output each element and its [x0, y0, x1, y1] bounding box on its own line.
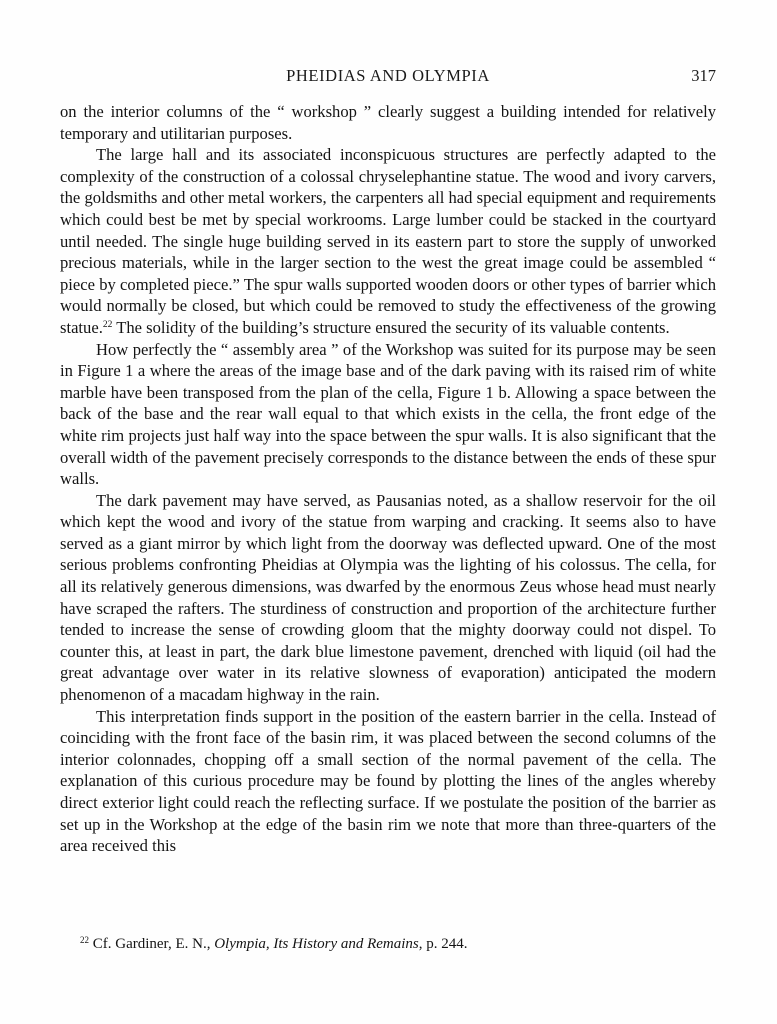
paragraph	[60, 706, 716, 857]
paragraph	[60, 339, 716, 490]
running-title: PHEIDIAS AND OLYMPIA	[286, 66, 490, 85]
footnote-suffix: , p. 244.	[418, 936, 468, 952]
footnote-book-title: Olympia, Its History and Remains	[214, 936, 419, 952]
paragraph	[60, 490, 716, 706]
footnote-ref: 22	[102, 319, 113, 330]
footnote-number: 22	[80, 935, 89, 945]
footnote-prefix: Cf. Gardiner, E. N.,	[89, 936, 215, 952]
paragraph-text: on the interior columns of the “ workshop ” clearly suggest a building intended for relatively temporary and utilitarian purposes.	[60, 102, 716, 143]
page-number: 317	[691, 66, 716, 85]
paragraph-text: The large hall and its associated inconspicuous structures are perfectly adapted to the complexity of the construction of a colossal chryselephantine statue. The wood and ivory carvers, the goldsmiths and other metal workers, the carpenters all had special equipment and requirements which could best be met by special workrooms. Large lumber could be stacked in the courtyard until needed. The single huge building served in its eastern part to store the supply of unworked precious materials, while in the larger section to the west the great image could be assembled “ piece by completed piece.” The spur walls supported wooden doors or other types of barrier which would normally be closed, but which could be removed to study the effectiveness of the growing statue.	[60, 145, 716, 337]
footnote	[80, 934, 716, 954]
paragraph-text: This interpretation finds support in the position of the eastern barrier in the cella. Instead of coinciding with the front face of the basin rim, it was placed between the second columns of the interior colonnades, chopping off a small section of the normal pavement of the cella. The explanation of this curious procedure may be found by plotting the lines of the angles whereby direct exterior light could reach the reflecting surface. If we postulate the position of the barrier as set up in the Workshop at the edge of the basin rim we note that more than three-quarters of the area received this	[60, 706, 716, 856]
paragraph-text: The solidity of the building’s structure ensured the security of its valuable contents.	[112, 317, 670, 337]
page-header	[60, 66, 716, 88]
paragraph-text: The dark pavement may have served, as Pausanias noted, as a shallow reservoir for the oil which kept the wood and ivory of the statue from warping and cracking. It seems also to have served as a giant mirror by which light from the doorway was deflected upward. One of the most serious problems confronting Pheidias at Olympia was the lighting of his colossus. The cella, for all its relatively generous dimensions, was dwarfed by the enormous Zeus whose head must nearly have scraped the rafters. The sturdiness of construction and proportion of the architecture further tended to increase the sense of crowding gloom that the mighty doorway could not dispel. To counter this, at least in part, the dark blue limestone pavement, drenched with liquid (oil had the great advantage over water in its relative slowness of evaporation) anticipated the modern phenomenon of a macadam highway in the rain.	[60, 490, 716, 705]
body-text	[60, 101, 716, 857]
paragraph-text: How perfectly the “ assembly area ” of the Workshop was suited for its purpose may be seen in Figure 1 a where the areas of the image base and of the dark paving with its raised rim of white marble have been transposed from the plan of the cella, Figure 1 b. Allowing a space between the back of the base and the rear wall equal to that which exists in the cella, the front edge of the white rim projects just half way into the space between the spur walls. It is also significant that the overall width of the pavement precisely corresponds to the distance between the ends of these spur walls.	[60, 339, 716, 489]
paragraph	[60, 144, 716, 338]
paragraph	[60, 101, 716, 144]
